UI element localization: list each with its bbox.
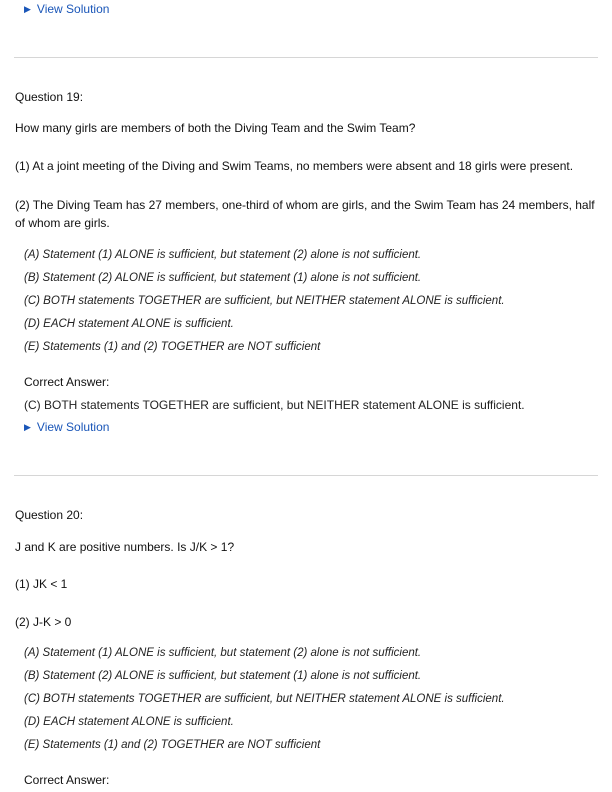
- question-stem: How many girls are members of both the Diving Team and the Swim Team?: [15, 121, 416, 135]
- view-solution-label: View Solution: [36, 420, 110, 434]
- view-solution-toggle-q18[interactable]: [24, 2, 109, 16]
- view-solution-label: View Solution: [36, 2, 110, 16]
- divider: [14, 57, 598, 58]
- option-a: (A) Statement (1) ALONE is sufficient, but statement (2) alone is not sufficient.: [24, 647, 422, 659]
- option-b: (B) Statement (2) ALONE is sufficient, but statement (1) alone is not sufficient.: [24, 670, 422, 682]
- view-solution-toggle-q19[interactable]: [24, 420, 109, 434]
- statement-2: (2) J-K > 0: [15, 615, 72, 629]
- option-d: (D) EACH statement ALONE is sufficient.: [24, 318, 234, 330]
- option-a: (A) Statement (1) ALONE is sufficient, but statement (2) alone is not sufficient.: [24, 249, 422, 261]
- option-c: (C) BOTH statements TOGETHER are sufficient, but NEITHER statement ALONE is sufficient.: [24, 693, 505, 705]
- statement-2: (2) The Diving Team has 27 members, one-third of whom are girls, and the Swim Team has 24 members, half of whom are girls.: [15, 198, 595, 230]
- divider: [14, 475, 598, 476]
- question-title: Question 19:: [15, 90, 84, 104]
- statement-1: (1) At a joint meeting of the Diving and Swim Teams, no members were absent and 18 girls were present.: [15, 159, 574, 173]
- option-e: (E) Statements (1) and (2) TOGETHER are NOT sufficient: [24, 739, 321, 751]
- expand-triangle-icon: ▶: [24, 422, 31, 432]
- correct-answer-label: Correct Answer:: [24, 375, 110, 389]
- question-stem: J and K are positive numbers. Is J/K > 1?: [15, 540, 235, 554]
- correct-answer-label: Correct Answer:: [24, 773, 110, 787]
- correct-answer-value: (C) BOTH statements TOGETHER are sufficient, but NEITHER statement ALONE is sufficient.: [24, 398, 525, 412]
- statement-1: (1) JK < 1: [15, 577, 68, 591]
- question-title: Question 20:: [15, 508, 84, 522]
- option-c: (C) BOTH statements TOGETHER are sufficient, but NEITHER statement ALONE is sufficient.: [24, 295, 505, 307]
- option-e: (E) Statements (1) and (2) TOGETHER are NOT sufficient: [24, 341, 321, 353]
- option-b: (B) Statement (2) ALONE is sufficient, but statement (1) alone is not sufficient.: [24, 272, 422, 284]
- expand-triangle-icon: ▶: [24, 4, 31, 14]
- option-d: (D) EACH statement ALONE is sufficient.: [24, 716, 234, 728]
